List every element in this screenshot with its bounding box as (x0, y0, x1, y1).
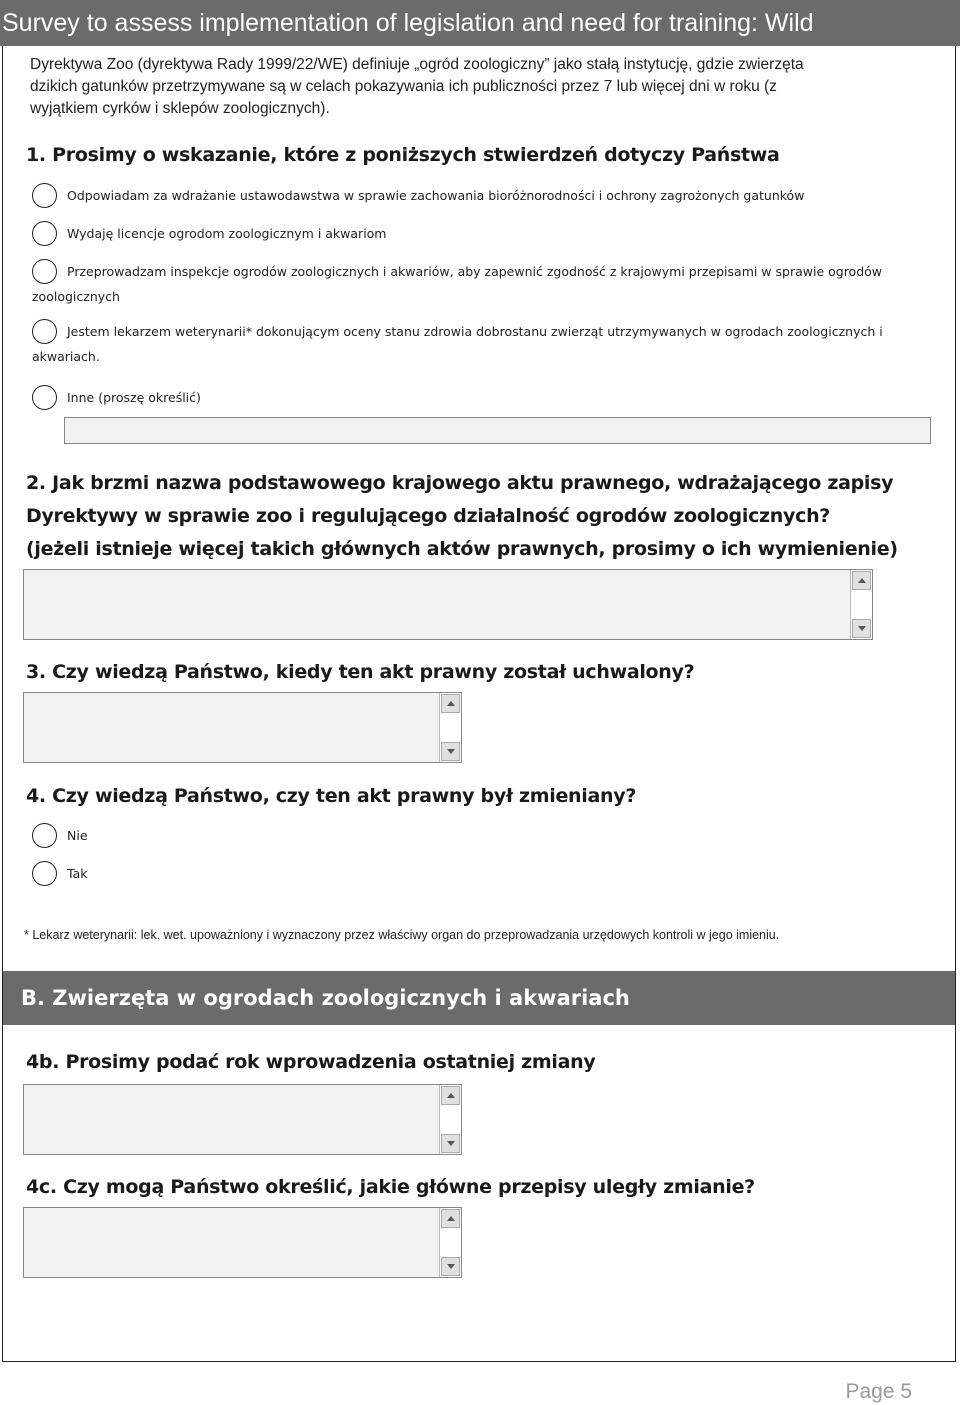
question-3-title: 3. Czy wiedzą Państwo, kiedy ten akt prawny został uchwalony? (26, 661, 695, 683)
question-2-title-line-3: (jeżeli istnieje więcej takich głównych aktów prawnych, prosimy o ich wymienienie) (26, 538, 898, 560)
q4c-scroll-up-button[interactable] (441, 1209, 460, 1228)
scroll-up-arrow-icon (447, 701, 455, 706)
q1-option-2-radio[interactable] (32, 221, 57, 246)
section-b-header (3, 971, 955, 1025)
q4c-textarea[interactable] (23, 1207, 462, 1278)
intro-line-3: wyjątkiem cyrków i sklepów zoologicznych). (30, 100, 330, 117)
intro-paragraph (30, 54, 930, 120)
q1-option-5[interactable] (32, 385, 912, 410)
q4c-scrollbar[interactable] (439, 1208, 461, 1277)
scroll-down-arrow-icon (447, 1141, 455, 1146)
q2-scroll-up-button[interactable] (852, 571, 871, 590)
scroll-down-arrow-icon (447, 1264, 455, 1269)
q4-option-nie-label: Nie (67, 828, 88, 843)
q1-option-4-radio[interactable] (32, 319, 57, 344)
q2-scroll-down-button[interactable] (852, 619, 871, 638)
q1-option-4-label: Jestem lekarzem weterynarii* dokonującym oceny stanu zdrowia dobrostanu zwierząt utrzymywanych w ogrodach zoologicznych i (67, 324, 883, 339)
question-1-title: 1. Prosimy o wskazanie, które z poniższych stwierdzeń dotyczy Państwa (26, 144, 780, 166)
scroll-up-arrow-icon (447, 1216, 455, 1221)
q4-option-nie-radio[interactable] (32, 823, 57, 848)
scroll-down-arrow-icon (447, 749, 455, 754)
q1-option-3-label: Przeprowadzam inspekcje ogrodów zoologicznych i akwariów, aby zapewnić zgodność z krajowymi przepisami w sprawie ogrodów (67, 264, 883, 279)
q4b-textarea[interactable] (23, 1084, 462, 1155)
q2-scrollbar[interactable] (850, 570, 872, 639)
q1-option-2[interactable] (32, 221, 912, 246)
question-2-title-line-2: Dyrektywy w sprawie zoo i regulującego działalność ogrodów zoologicznych? (26, 505, 831, 527)
q1-option-3-radio[interactable] (32, 259, 57, 284)
survey-title: Survey to assess implementation of legislation and need for training: Wild (2, 9, 814, 37)
q4-option-nie[interactable] (32, 823, 912, 848)
scroll-up-arrow-icon (447, 1093, 455, 1098)
question-4b-title: 4b. Prosimy podać rok wprowadzenia ostatniej zmiany (26, 1051, 596, 1073)
intro-line-1: Dyrektywa Zoo (dyrektywa Rady 1999/22/WE) definiuje „ogród zoologiczny” jako stałą instytucję, gdzie zwierzęta (30, 56, 804, 73)
intro-line-2: dzikich gatunków przetrzymywane są w celach pokazywania ich publiczności przez 7 lub więcej dni w roku (z (30, 78, 777, 95)
q1-option-5-radio[interactable] (32, 385, 57, 410)
q4-option-tak-radio[interactable] (32, 861, 57, 886)
q4-option-tak[interactable] (32, 861, 912, 886)
q1-option-2-label: Wydaję licencje ogrodom zoologicznym i akwariom (67, 226, 387, 241)
scroll-up-arrow-icon (858, 578, 866, 583)
q3-scroll-down-button[interactable] (441, 742, 460, 761)
q1-option-4[interactable] (32, 319, 912, 369)
q3-textarea[interactable] (23, 692, 462, 763)
q1-other-input[interactable] (64, 417, 931, 444)
q4b-scroll-down-button[interactable] (441, 1134, 460, 1153)
q4b-scroll-up-button[interactable] (441, 1086, 460, 1105)
question-2-title-line-1: 2. Jak brzmi nazwa podstawowego krajowego aktu prawnego, wdrażającego zapisy (26, 472, 894, 494)
question-4c-title: 4c. Czy mogą Państwo określić, jakie główne przepisy uległy zmianie? (26, 1176, 755, 1198)
q1-option-4-label-cont: akwariach. (32, 349, 100, 364)
question-4-title: 4. Czy wiedzą Państwo, czy ten akt prawny był zmieniany? (26, 785, 637, 807)
q1-option-1[interactable] (32, 183, 912, 208)
q3-scrollbar[interactable] (439, 693, 461, 762)
q2-textarea[interactable] (23, 569, 873, 640)
q4c-scroll-down-button[interactable] (441, 1257, 460, 1276)
page-header (0, 0, 960, 46)
footnote: * Lekarz weterynarii: lek. wet. upoważniony i wyznaczony przez właściwy organ do przeprowadzania urzędowych kontroli w jego imieniu. (24, 928, 780, 942)
q1-option-1-radio[interactable] (32, 183, 57, 208)
q1-option-1-label: Odpowiadam za wdrażanie ustawodawstwa w sprawie zachowania bioróżnorodności i ochrony zagrożonych gatunków (67, 188, 805, 203)
section-b-title: B. Zwierzęta w ogrodach zoologicznych i akwariach (21, 986, 630, 1010)
q4-option-tak-label: Tak (67, 866, 88, 881)
q1-option-3-label-cont: zoologicznych (32, 289, 120, 304)
q3-scroll-up-button[interactable] (441, 694, 460, 713)
q1-option-5-label: Inne (proszę określić) (67, 390, 201, 405)
q4b-scrollbar[interactable] (439, 1085, 461, 1154)
page-number: Page 5 (845, 1380, 912, 1403)
q1-option-3[interactable] (32, 259, 912, 309)
scroll-down-arrow-icon (858, 626, 866, 631)
